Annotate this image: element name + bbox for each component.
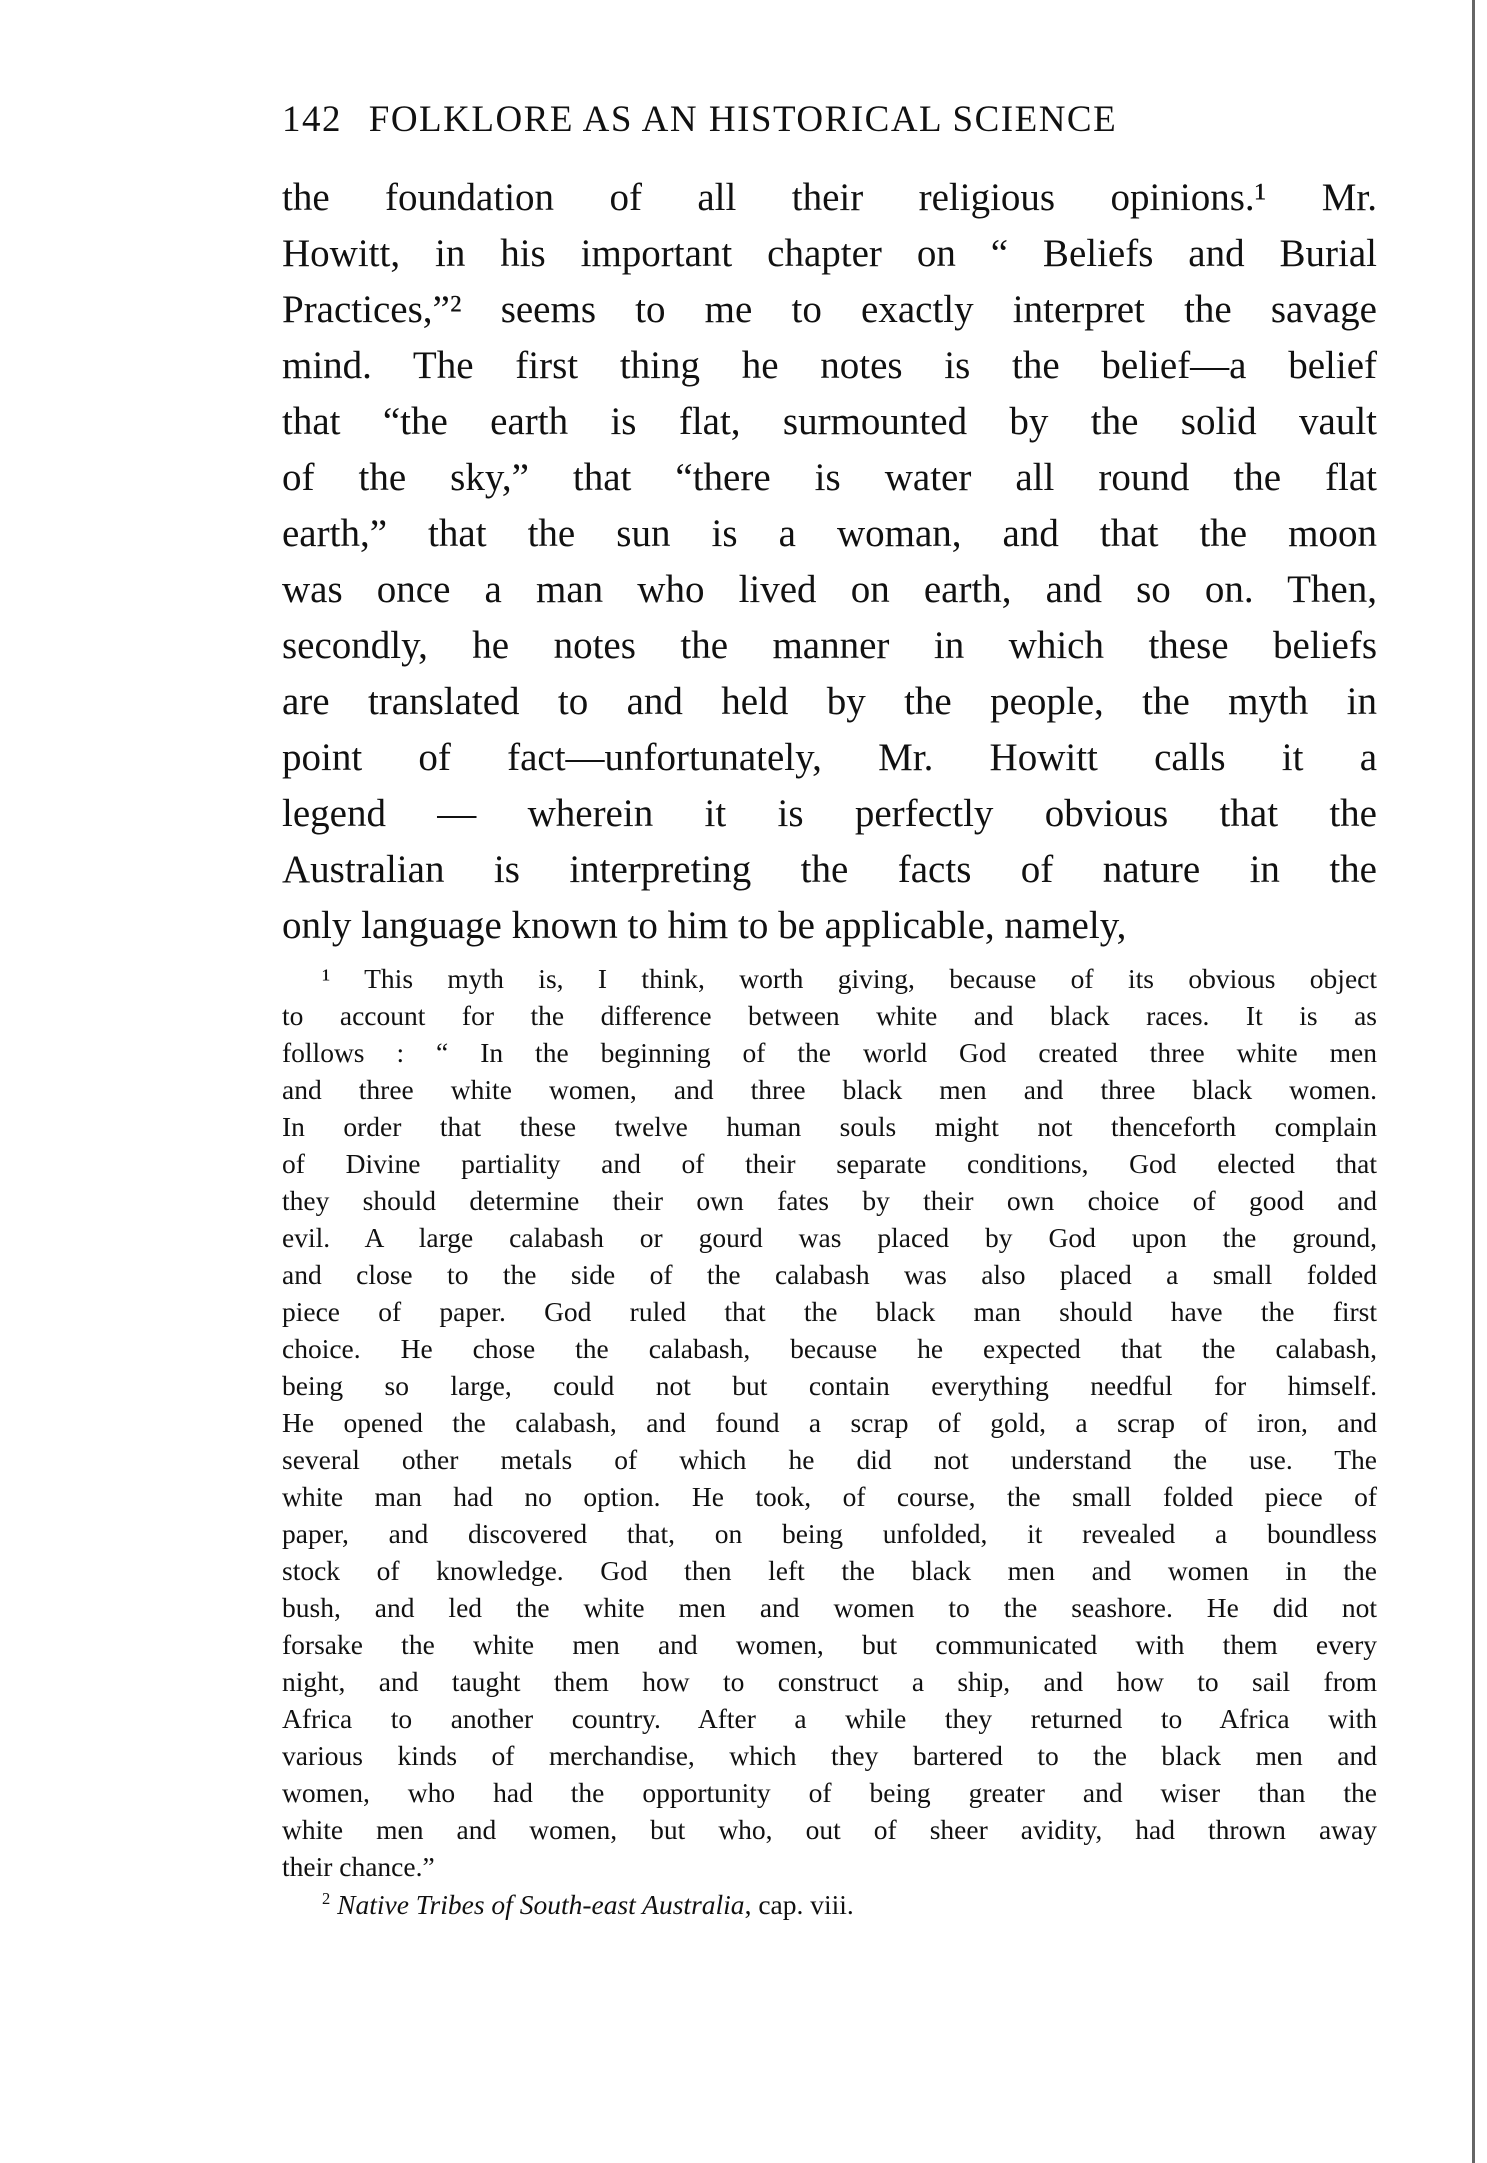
body-line: legend — wherein it is perfectly obvious that the [282, 792, 1377, 835]
page-number: 142 [282, 99, 342, 140]
body-line: that “the earth is flat, surmounted by the solid vault [282, 400, 1377, 443]
footnote-line: In order that these twelve human souls might not thenceforth complain [282, 1111, 1377, 1142]
footnote-line: night, and taught them how to construct a ship, and how to sail from [282, 1666, 1377, 1697]
body-line: was once a man who lived on earth, and so on. Then, [282, 568, 1377, 611]
footnote-line: stock of knowledge. God then left the black men and women in the [282, 1555, 1377, 1586]
footnote-line: and close to the side of the calabash was also placed a small folded [282, 1259, 1377, 1290]
footnote-line: paper, and discovered that, on being unfolded, it revealed a boundless [282, 1518, 1377, 1549]
running-title: FOLKLORE AS AN HISTORICAL SCIENCE [368, 99, 1118, 140]
footnote-line: being so large, could not but contain everything needful for himself. [282, 1370, 1377, 1401]
footnote-2 [282, 1885, 1377, 1925]
body-line: Practices,”² seems to me to exactly interpret the savage [282, 288, 1377, 331]
footnote-line: forsake the white men and women, but communicated with them every [282, 1629, 1377, 1660]
footnote-line: women, who had the opportunity of being greater and wiser than the [282, 1777, 1377, 1808]
footnote-line: white men and women, but who, out of sheer avidity, had thrown away [282, 1814, 1377, 1845]
body-line: the foundation of all their religious opinions.¹ Mr. [282, 176, 1377, 219]
cited-title: Native Tribes of South-east Australia [337, 1889, 745, 1920]
running-header [282, 98, 1312, 141]
footnote-line: follows : “ In the beginning of the world God created three white men [282, 1037, 1377, 1068]
footnote-marker: 2 [322, 1888, 331, 1908]
footnote-line: of Divine partiality and of their separate conditions, God elected that [282, 1148, 1377, 1179]
footnotes [282, 960, 1377, 1925]
body-line: of the sky,” that “there is water all round the flat [282, 456, 1377, 499]
footnote-line: choice. He chose the calabash, because he expected that the calabash, [282, 1333, 1377, 1364]
footnote-line: white man had no option. He took, of course, the small folded piece of [282, 1481, 1377, 1512]
body-line: only language known to him to be applicable, namely, [282, 904, 1127, 947]
body-line: are translated to and held by the people, the myth in [282, 680, 1377, 723]
footnote-line: they should determine their own fates by their own choice of good and [282, 1185, 1377, 1216]
body-line: earth,” that the sun is a woman, and that the moon [282, 512, 1377, 555]
footnote-line: Africa to another country. After a while they returned to Africa with [282, 1703, 1377, 1734]
footnote-line: their chance.” [282, 1851, 435, 1882]
footnote-line: several other metals of which he did not understand the use. The [282, 1444, 1377, 1475]
footnote-1 [282, 960, 1377, 1885]
footnote-line: and three white women, and three black men and three black women. [282, 1074, 1377, 1105]
body-line: point of fact—unfortunately, Mr. Howitt calls it a [282, 736, 1377, 779]
body-line: mind. The first thing he notes is the belief—a belief [282, 344, 1377, 387]
footnote-line: to account for the difference between white and black races. It is as [282, 1000, 1377, 1031]
footnote-line: various kinds of merchandise, which they bartered to the black men and [282, 1740, 1377, 1771]
page-edge-shadow [1472, 0, 1475, 2163]
footnote-line: bush, and led the white men and women to the seashore. He did not [282, 1592, 1377, 1623]
body-line: Australian is interpreting the facts of nature in the [282, 848, 1377, 891]
footnote-line: ¹ This myth is, I think, worth giving, because of its obvious object [322, 963, 1377, 994]
footnote-line: evil. A large calabash or gourd was placed by God upon the ground, [282, 1222, 1377, 1253]
citation-rest: , cap. viii. [744, 1889, 854, 1920]
body-line: Howitt, in his important chapter on “ Beliefs and Burial [282, 232, 1377, 275]
footnote-line: He opened the calabash, and found a scrap of gold, a scrap of iron, and [282, 1407, 1377, 1438]
body-text [282, 170, 1377, 954]
body-line: secondly, he notes the manner in which these beliefs [282, 624, 1377, 667]
footnote-line: piece of paper. God ruled that the black man should have the first [282, 1296, 1377, 1327]
